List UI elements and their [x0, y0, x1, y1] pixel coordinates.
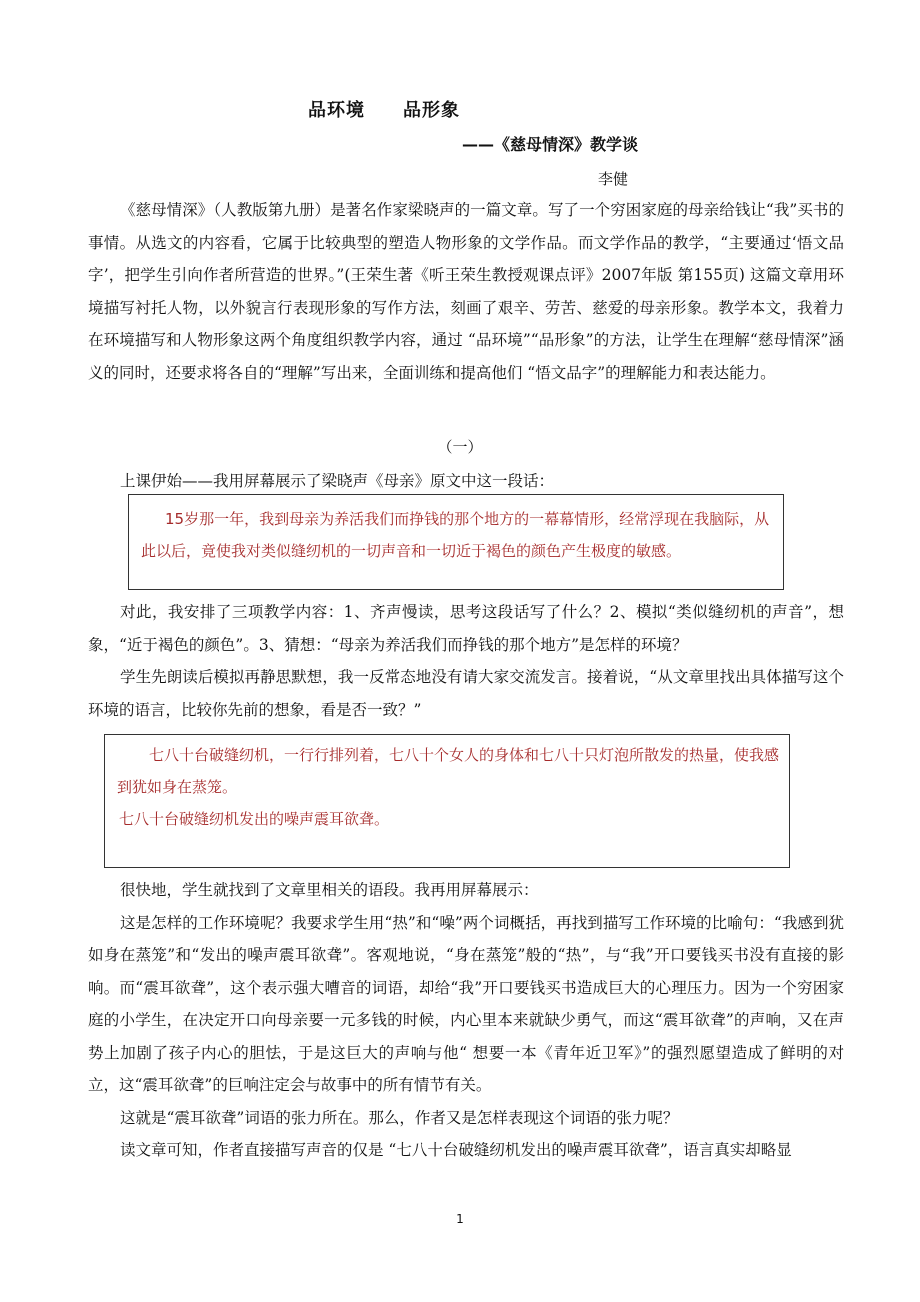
lead-in-paragraph: 上课伊始——我用屏幕展示了梁晓声《母亲》原文中这一段话： — [120, 472, 555, 490]
quote-1-text: 15岁那一年，我到母亲为养活我们而挣钱的那个地方的一幕幕情形，经常浮现在我脑际，从此以后，竟使我对类似缝纫机的一切声音和一切近于褐色的颜色产生极度的敏感。 — [141, 510, 770, 560]
quote-2-line-1: 七八十台破缝纫机，一行行排列着，七八十个女人的身体和七八十只灯泡所散发的热量，使我感到犹如身在蒸笼。 — [117, 746, 780, 796]
final-block — [88, 874, 844, 1167]
quote-2-line-2: 七八十台破缝纫机发出的噪声震耳欲聋。 — [119, 810, 390, 828]
middle-block — [88, 596, 844, 726]
section-heading: （一） — [437, 438, 483, 456]
author-name: 李健 — [598, 170, 629, 188]
quote-box-1 — [128, 494, 784, 590]
paragraph-3: 学生先朗读后模拟再静思默想，我一反常态地没有请大家交流发言。接着说，“从文章里找出具体描写这个环境的语言，比较你先前的想象，看是否一致？” — [88, 668, 844, 719]
paragraph-5: 这是怎样的工作环境呢？我要求学生用“热”和“噪”两个词概括，再找到描写工作环境的比喻句：“我感到犹如身在蒸笼”和“发出的噪声震耳欲聋”。客观地说，“身在蒸笼”般的“热”，与“我”开口要钱买书没有直接的影响。而“震耳欲聋”，这个表示强大嘈音的词语，却给“我”开口要钱买书造成巨大的心理压力。因为一个穷困家庭的小学生，在决定开口向母亲要一元多钱的时候，内心里本来就缺少勇气，而这“震耳欲聋”的声响，又在声势上加剧了孩子内心的胆怯，于是这巨大的声响与他“ 想要一本《青年近卫军》”的强烈愿望造成了鲜明的对立，这“震耳欲聋”的巨响注定会与故事中的所有情节有关。 — [88, 913, 844, 1094]
page-number: 1 — [456, 1212, 464, 1226]
paragraph-6: 这就是“震耳欲聋”词语的张力所在。那么，作者又是怎样表现这个词语的张力呢？ — [120, 1108, 679, 1127]
paragraph-4: 很快地，学生就找到了文章里相关的语段。我再用屏幕展示： — [120, 881, 539, 899]
paragraph-2: 对此，我安排了三项教学内容：1、齐声慢读，思考这段话写了什么？2、模拟“类似缝纫机的声音”，想象，“近于褐色的颜色”。3、猜想：“母亲为养活我们而挣钱的那个地方”是怎样的环境？ — [88, 603, 844, 654]
paragraph-7: 读文章可知，作者直接描写声音的仅是 “七八十台破缝纫机发出的噪声震耳欲聋”，语言真实却略显 — [120, 1141, 792, 1159]
page-subtitle: ——《慈母情深》教学谈 — [462, 135, 639, 154]
quote-box-2 — [104, 734, 790, 868]
page-title: 品环境 品形象 — [308, 100, 460, 121]
intro-block — [88, 194, 844, 389]
lead-in-block — [88, 465, 844, 498]
intro-paragraph: 《慈母情深》（人教版第九册）是著名作家梁晓声的一篇文章。写了一个穷困家庭的母亲给钱让“我”买书的事情。从选文的内容看，它属于比较典型的塑造人物形象的文学作品。而文学作品的教学，“主要通过‘悟文品字’，把学生引向作者所营造的世界。”(王荣生著《听王荣生教授观课点评》2007年版 第155页) 这篇文章用环境描写衬托人物，以外貌言行表现形象的写作方法，刻画了艰辛、劳苦、慈爱的母亲形象。教学本文，我着力在环境描写和人物形象这两个角度组织教学内容，通过 “品环境”“品形象”的方法，让学生在理解“慈母情深”涵义的同时，还要求将各自的“理解”写出来，全面训练和提高他们 “悟文品字”的理解能力和表达能力。 — [88, 201, 844, 382]
